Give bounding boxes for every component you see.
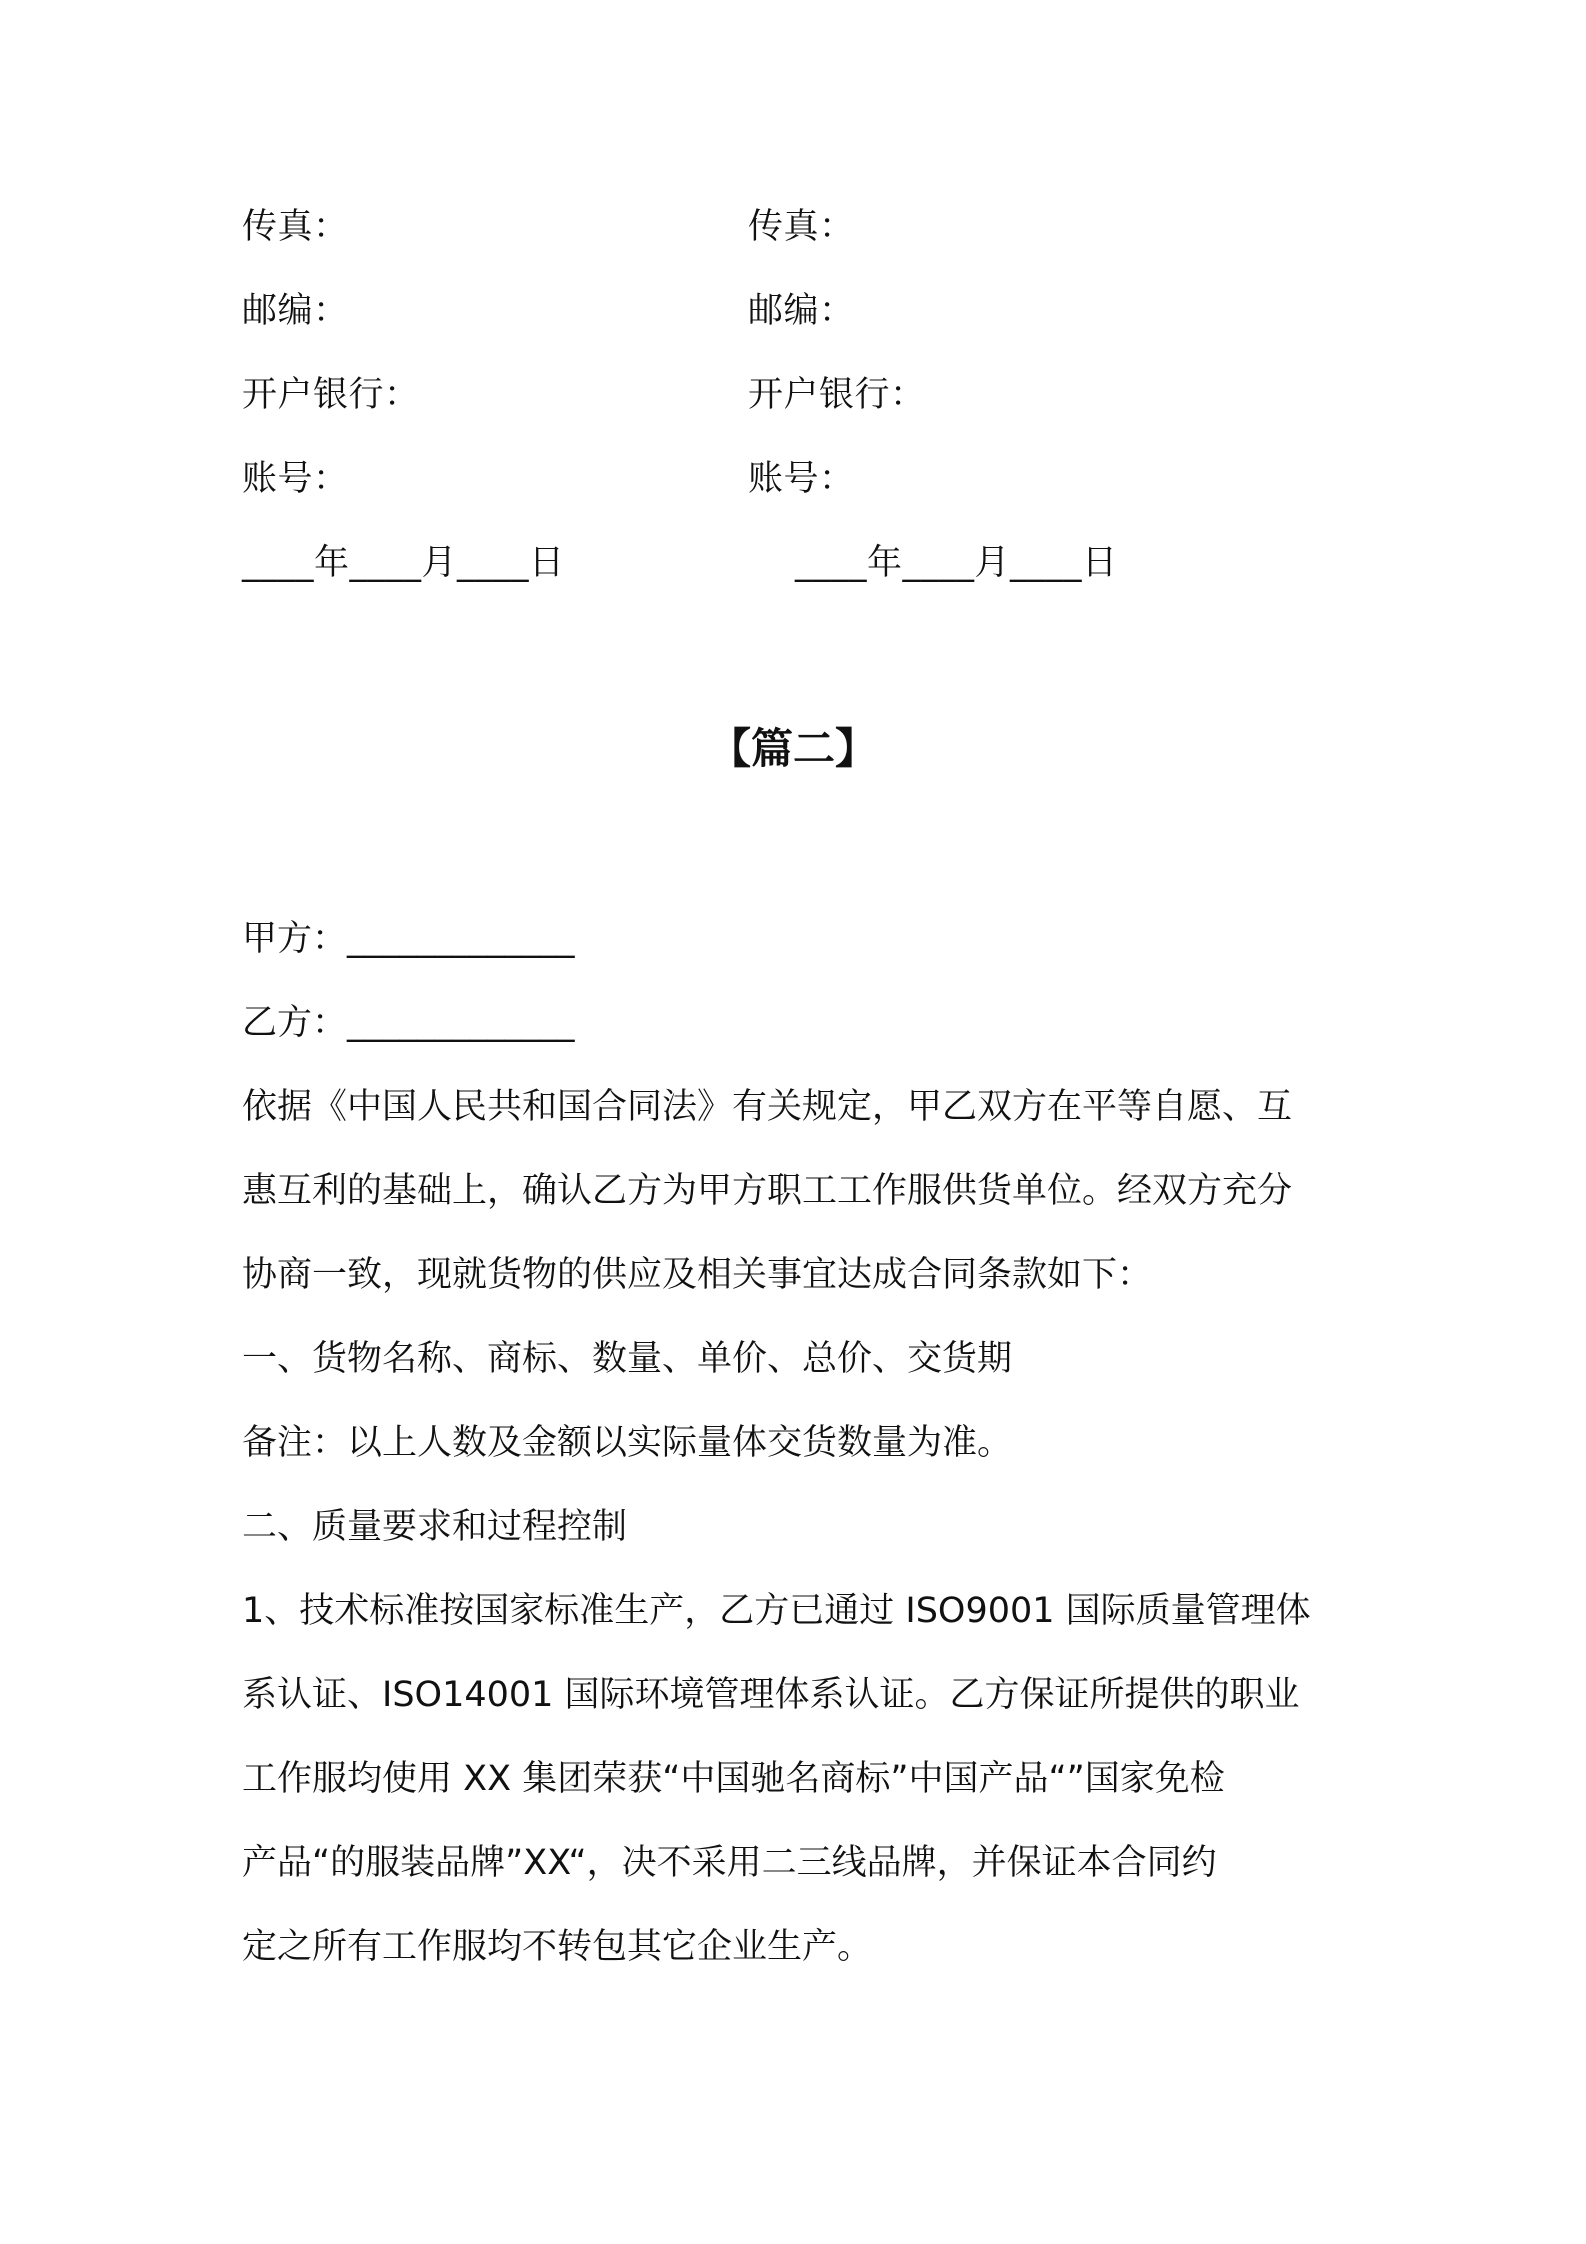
left-postcode-label: 邮编： [242,291,349,331]
left-account-label: 账号： [242,459,349,499]
right-date-line: ____年____月____日 [795,543,1118,583]
party-b-line: 乙方：_____________ [242,1003,575,1043]
left-bank-label: 开户银行： [242,375,420,415]
remark-line: 备注：以上人数及金额以实际量体交货数量为准。 [242,1423,1013,1463]
section-heading-goods: 一、货物名称、商标、数量、单价、总价、交货期 [242,1339,1013,1379]
left-fax-label: 传真： [242,207,349,247]
party-a-line: 甲方：_____________ [242,919,575,959]
section-heading-quality: 二、质量要求和过程控制 [242,1507,628,1547]
body-line: 惠互利的基础上，确认乙方为甲方职工工作服供货单位。经双方充分 [242,1171,1293,1211]
right-postcode-label: 邮编： [748,291,855,331]
body-line: 定之所有工作服均不转包其它企业生产。 [242,1927,873,1967]
body-line: 产品“的服装品牌”XX“，决不采用二三线品牌，并保证本合同约 [242,1843,1217,1883]
body-line: 依据《中国人民共和国合同法》有关规定，甲乙双方在平等自愿、互 [242,1087,1293,1127]
body-line: 系认证、ISO14001 国际环境管理体系认证。乙方保证所提供的职业 [242,1675,1300,1715]
right-account-label: 账号： [748,459,855,499]
section-title: 【篇二】 [708,724,877,773]
right-fax-label: 传真： [748,207,855,247]
body-line: 协商一致，现就货物的供应及相关事宜达成合同条款如下： [242,1255,1153,1295]
body-line: 工作服均使用 XX 集团荣获“中国驰名商标”中国产品“”国家免检 [242,1759,1225,1799]
left-date-line: ____年____月____日 [242,543,565,583]
right-bank-label: 开户银行： [748,375,926,415]
body-line: 1、技术标准按国家标准生产，乙方已通过 ISO9001 国际质量管理体 [242,1591,1311,1631]
